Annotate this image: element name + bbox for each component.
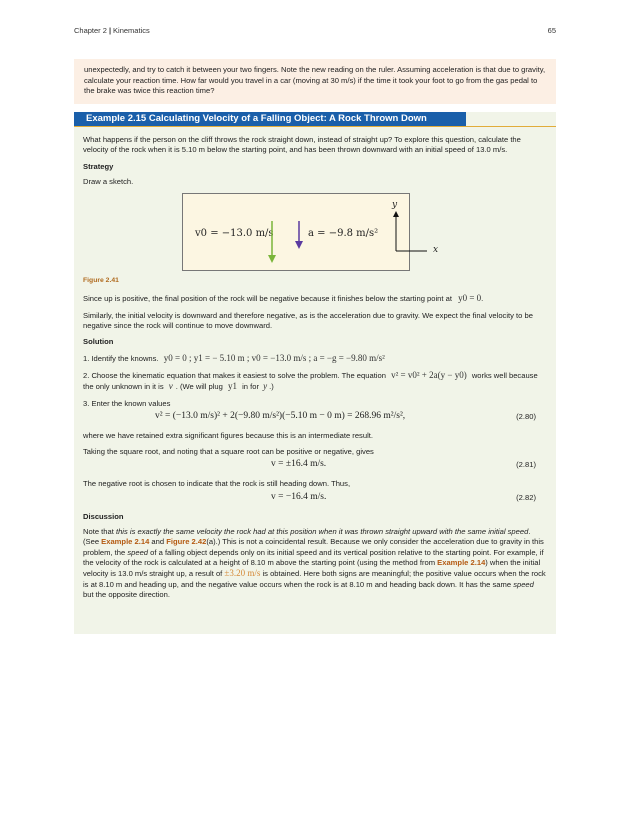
v0-label: v0 = −13.0 m/s	[195, 228, 274, 240]
para-final-position: Since up is positive, the final position of the rock will be negative because it finishes below the starting point at y0 = 0.	[83, 293, 484, 304]
disc-1: Note that	[83, 527, 114, 537]
step2-y1: y1	[228, 381, 237, 392]
eq280-expression: v² = (−13.0 m/s)² + 2(−9.80 m/s²)(−5.10 m − 0 m) = 268.96 m²/s²,	[155, 410, 406, 421]
solution-heading: Solution	[83, 337, 114, 347]
disc-8: but the opposite direction.	[83, 589, 170, 599]
equation-2-82	[83, 492, 546, 508]
y-axis-head	[393, 211, 399, 217]
exercise-box	[74, 59, 556, 104]
negroot-text: The negative root is chosen to indicate that the rock is still heading down. Thus,	[83, 479, 351, 489]
eq282-expression: v = −16.4 m/s.	[271, 491, 327, 502]
eq281-number: (2.81)	[516, 460, 536, 470]
example-intro: What happens if the person on the cliff throws the rock straight down, instead of straight up? To explore this question, calculate the velocity of the rock when it is 5.10 m below the starting point, and has been thrown downward with an initial speed of 13.0 m/s.	[83, 135, 521, 155]
step2-var: v	[168, 381, 173, 392]
eq282-number: (2.82)	[516, 492, 536, 502]
a-label: a = −9.8 m/s²	[308, 228, 379, 240]
disc-3: and	[151, 537, 165, 547]
para-initial-velocity: Similarly, the initial velocity is downward and therefore negative, as is the acceleration due to gravity. We expect the final velocity to be negative since the rock will continue to move downward.	[83, 310, 533, 331]
eq281-expression: v = ±16.4 m/s.	[271, 459, 327, 470]
figure-caption: Figure 2.41	[83, 277, 119, 285]
disc-italic: this is exactly the same velocity the rock had at this position when it was thrown straight upward with the same initial speed	[115, 527, 529, 537]
example-title-bar	[74, 112, 556, 127]
example-title: Example 2.15 Calculating Velocity of a Falling Object: A Rock Thrown Down	[74, 112, 466, 126]
step1-knowns: y0 = 0 ; y1 = − 5.10 m ; v0 = −13.0 m/s ; a = −g = −9.80 m/s²	[163, 352, 385, 363]
after-2-80: where we have retained extra significant figures because this is an intermediate result.	[83, 430, 373, 440]
example-content	[83, 135, 546, 606]
disc-2: . (See	[83, 527, 531, 547]
sketch-diagram	[183, 194, 439, 272]
step-3: 3. Enter the known values	[83, 398, 171, 408]
strategy-text: Draw a sketch.	[83, 176, 134, 186]
x-axis-label: x	[433, 245, 439, 256]
eq280-number: (2.80)	[516, 411, 536, 421]
disc-speed-2: speed	[513, 579, 534, 589]
figure-sketch	[182, 193, 439, 271]
page-number: 65	[547, 26, 556, 35]
para1-text: Since up is positive, the final position of the rock will be negative because it finishes below the starting point at	[83, 294, 452, 304]
disc-4: (a).) This is not a coincidental result. Because we only consider the acceleration due to gravity in this problem, the	[83, 537, 544, 557]
link-example-2-14[interactable]: Example 2.14	[101, 537, 150, 547]
chapter-label: Chapter 2	[74, 26, 107, 35]
step2-equation: v² = v0² + 2a(y − y0)	[391, 369, 467, 380]
velocity-arrowhead	[268, 255, 276, 263]
step2-text-e: in for	[242, 382, 260, 392]
step2-text-b: works	[471, 370, 492, 380]
sqrt-text: Taking the square root, and noting that a square root can be positive or negative, gives	[83, 447, 374, 457]
disc-7: is obtained. Here both signs are meaningful; the positive value occurs when the rock is at 8.10 m and heading up, and the negative value occurs when the rock is at 8.10 m and heading back down. It has the same	[83, 569, 546, 589]
para1-math: y0 = 0	[458, 293, 482, 304]
link-figure-2-42[interactable]: Figure 2.42	[166, 537, 207, 547]
step1-text: 1. Identify the knowns.	[83, 353, 159, 363]
section-label: Kinematics	[113, 26, 150, 35]
disc-6: ) when the initial velocity is 13.0 m/s straight up, a result of	[83, 557, 541, 579]
step-1	[83, 353, 546, 364]
step2-y: y	[263, 381, 268, 392]
example-box	[74, 112, 556, 634]
equation-2-80	[83, 411, 546, 427]
acceleration-arrowhead	[295, 241, 303, 249]
equation-2-81	[83, 459, 546, 475]
discussion-heading: Discussion	[83, 511, 124, 521]
page-header	[74, 26, 556, 35]
disc-math: ±3.20 m/s	[224, 568, 261, 579]
step2-text-a: 2. Choose the kinematic equation that makes it easiest to solve the problem. The equation	[83, 370, 386, 380]
step-2	[83, 370, 546, 393]
disc-5: of a falling object depends only on its initial speed and its vertical position relative to the starting point. For example, if the velocity of the rock is calculated at a height of 8.10 m above the starting point (using the method from	[83, 547, 544, 567]
strategy-heading: Strategy	[83, 161, 114, 171]
step2-text-d: . (We will plug	[175, 382, 223, 392]
running-head: Chapter 2 | Kinematics	[74, 26, 150, 35]
step2-text-c: well because the only unknown in it is	[83, 370, 538, 392]
link-example-2-14-second[interactable]: Example 2.14	[437, 557, 486, 567]
exercise-text: unexpectedly, and try to catch it between your two fingers. Note the new reading on the ruler. Assuming acceleration is that due to gravity, calculate your reaction time. How far would you travel in a car (moving at 30 m/s) if the time it took your foot to go from the gas pedal to the brake was twice this reaction time?	[84, 65, 546, 95]
disc-speed: speed	[127, 547, 149, 557]
discussion-text	[83, 527, 546, 600]
y-axis-label: y	[392, 200, 398, 211]
step2-text-f: .)	[269, 382, 274, 392]
